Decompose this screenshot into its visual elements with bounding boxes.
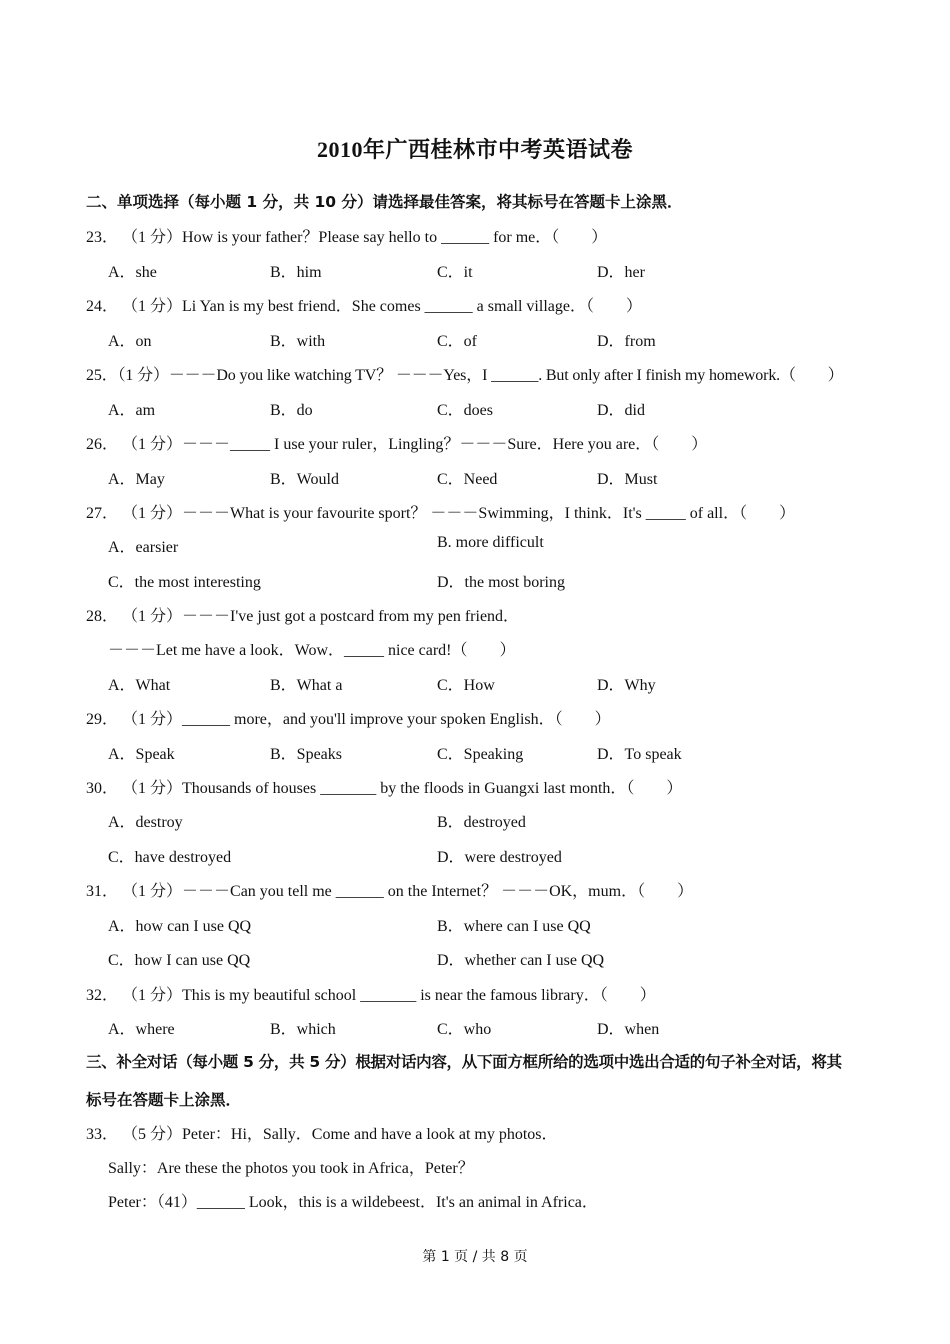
option-d: D．when [597,1021,660,1038]
question-24 [86,293,642,316]
question-29 [86,706,611,729]
question-number: 30． [86,780,119,797]
page-footer: 第 1 页 / 共 8 页 [422,1249,528,1265]
question-text: （1 分）－－－Can you tell me ______ on the Internet？ －－－OK，mum．（ ） [122,883,694,900]
option-d: D．To speak [597,746,682,763]
option-d: D．Must [597,471,658,488]
question-number: 29． [86,711,119,728]
question-text: （1 分）－－－What is your favourite sport？ －－－Swimming，I think．It's _____ of all．（ ） [122,505,796,522]
dialog-line-peter: Peter：（41）______ Look，this is a wildebeest．It's an animal in Africa． [108,1194,598,1211]
question-number: 28． [86,608,119,625]
option-b: B．What a [270,677,343,694]
question-text: （1 分）Li Yan is my best friend．She comes ______ a small village．（ ） [122,298,642,315]
question-33 [86,1121,558,1144]
question-23 [86,224,607,247]
question-number: 32． [86,987,119,1004]
option-a: A．May [108,471,165,488]
option-b: B．do [270,402,313,419]
question-text: （5 分）Peter：Hi，Sally．Come and have a look at my photos． [122,1126,558,1143]
question-text: （1 分）－－－_____ I use your ruler，Lingling？－－－Sure．Here you are．（ ） [122,436,708,453]
option-d: D．her [597,264,645,281]
option-c: C．it [437,264,473,281]
dialog-line-sally: Sally：Are these the photos you took in Africa，Peter？ [108,1160,474,1177]
option-c: C．who [437,1021,492,1038]
option-c: C．the most interesting [108,574,261,591]
option-d: D．whether can I use QQ [437,952,605,969]
option-b: B．Speaks [270,746,343,763]
option-b: B. more difficult [437,534,544,551]
question-number: 25． [86,367,118,384]
option-b: B．destroyed [437,814,526,831]
option-b: B．Would [270,471,339,488]
option-a: A．am [108,402,156,419]
section-heading-3: 三、补全对话（每小题 5 分，共 5 分）根据对话内容，从下面方框所给的选项中选出合适的句子补全对话，将其 [86,1053,842,1071]
page-title: 2010年广西桂林市中考英语试卷 [316,137,633,162]
option-b: B．which [270,1021,336,1038]
option-d: D．from [597,333,656,350]
option-d: D．the most boring [437,574,565,591]
question-number: 23． [86,229,119,246]
option-c: C．does [437,402,494,419]
question-28-reply: －－－Let me have a look．Wow．_____ nice card!（ ） [108,642,516,659]
question-number: 26． [86,436,119,453]
section-heading-2: 二、单项选择（每小题 1 分，共 10 分）请选择最佳答案，将其标号在答题卡上涂黑． [86,193,683,211]
option-a: A．how can I use QQ [108,918,252,935]
question-number: 24． [86,298,119,315]
option-d: D．were destroyed [437,849,562,866]
option-c: C．Need [437,471,498,488]
question-26 [86,431,707,454]
option-c: C．How [437,677,495,694]
option-b: B．with [270,333,326,350]
option-a: A．where [108,1021,175,1038]
option-b: B．where can I use QQ [437,918,591,935]
option-a: A．Speak [108,746,175,763]
question-32 [86,982,656,1005]
option-c: C．Speaking [437,746,524,763]
option-a: A．earsier [108,539,179,556]
option-a: A．destroy [108,814,183,831]
question-number: 33． [86,1126,119,1143]
section-heading-3-cont: 标号在答题卡上涂黑． [86,1091,242,1109]
question-number: 27． [86,505,119,522]
option-c: C．of [437,333,478,350]
option-a: A．on [108,333,152,350]
option-d: D．Why [597,677,656,694]
question-text: （1 分）－－－I've just got a postcard from my pen friend． [122,608,520,625]
option-c: C．how I can use QQ [108,952,251,969]
question-number: 31． [86,883,119,900]
option-d: D．did [597,402,646,419]
question-text: （1 分）This is my beautiful school _______ is near the famous library．（ ） [122,987,656,1004]
question-31 [86,878,693,901]
option-b: B．him [270,264,322,281]
question-30 [86,775,682,798]
question-text: （1 分）Thousands of houses _______ by the floods in Guangxi last month．（ ） [122,780,683,797]
question-27 [86,500,795,523]
question-text: （1 分）How is your father？Please say hello to ______ for me．（ ） [122,229,608,246]
option-a: A．What [108,677,171,694]
option-a: A．she [108,264,157,281]
option-c: C．have destroyed [108,849,232,866]
question-text: （1 分）－－－Do you like watching TV？ －－－Yes，I ______. But only after I finish my homework.（ ） [117,367,844,384]
question-text: （1 分）______ more，and you'll improve your spoken English．（ ） [122,711,611,728]
question-28 [86,603,519,626]
question-25 [86,362,843,385]
